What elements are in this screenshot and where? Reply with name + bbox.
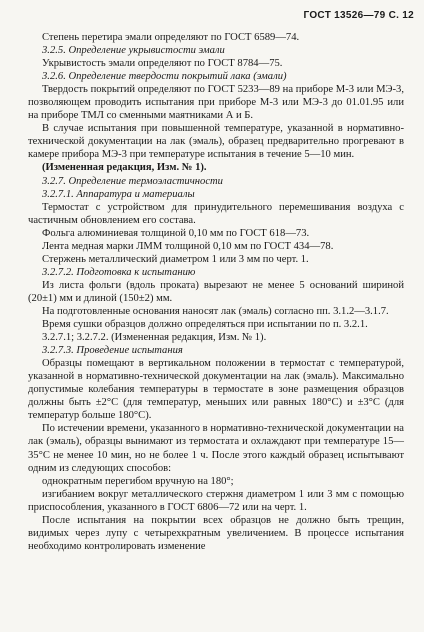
paragraph: Образцы помещают в вертикальном положении в термостат с температурой, указанной в нормативно-технической документации на лак (эмаль). Максимально допустимые колебания температуры в термостате в зоне размещения образцов должны быть ±2°С (для температур, меньших или равных 180°С) и ±3°С (для температур больше 180°С).: [28, 358, 404, 422]
paragraph: Из листа фольги (вдоль проката) вырезают не менее 5 оснований шириной (20±1) мм и длиной (150±2) мм.: [28, 279, 404, 304]
paragraph: Укрывистость эмали определяют по ГОСТ 8784—75.: [42, 58, 283, 70]
document-body: [28, 31, 404, 553]
paragraph: Время сушки образцов должно определяться при испытании по п. 3.2.1.: [42, 319, 368, 331]
section-heading: 3.2.7. Определение термоэластичности: [42, 175, 223, 187]
section-heading: 3.2.6. Определение твердости покрытий лака (эмали): [42, 71, 287, 83]
list-item: изгибанием вокруг металлического стержня диаметром 1 или 3 мм с помощью приспособления, указанного в ГОСТ 6806—72 или на черт. 1.: [28, 488, 404, 513]
paragraph: После испытания на покрытии всех образцов не должно быть трещин, видимых через лупу с четырехкратным увеличением. В процессе испытания необходимо контролировать изменение: [28, 514, 404, 552]
section-heading: 3.2.7.3. Проведение испытания: [42, 345, 183, 357]
section-heading: 3.2.5. Определение укрывистости эмали: [42, 45, 225, 57]
paragraph: Твердость покрытий определяют по ГОСТ 5233—89 на приборе М-3 или МЭ-3, позволяющем проводить испытания при приборе М-3 или МЭ-3 до 01.01.95 или на приборе ТМЛ со сменными маятниками А и Б.: [28, 84, 404, 122]
section-heading: 3.2.7.2. Подготовка к испытанию: [42, 266, 196, 278]
paragraph: Лента медная марки ЛММ толщиной 0,10 мм по ГОСТ 434—78.: [42, 240, 334, 252]
section-heading: 3.2.7.1. Аппаратура и материалы: [42, 188, 195, 200]
paragraph: Термостат с устройством для принудительного перемешивания воздуха с частичным обновлением его состава.: [28, 201, 404, 226]
amendment-note: 3.2.7.1; 3.2.7.2. (Измененная редакция, Изм. № 1).: [42, 332, 267, 344]
paragraph: По истечении времени, указанного в нормативно-технической документации на лак (эмаль), образцы вынимают из термостата и охлаждают при температуре 15—35°С не менее 10 мин, но не более 1 ч. После этого каждый образец испытывают одним из следующих способов:: [28, 423, 404, 474]
paragraph: Степень перетира эмали определяют по ГОСТ 6589—74.: [42, 32, 300, 43]
list-item: однократным перегибом вручную на 180°;: [42, 475, 234, 487]
amendment-note: (Измененная редакция, Изм. № 1).: [42, 162, 207, 174]
paragraph: Стержень металлический диаметром 1 или 3 мм по черт. 1.: [42, 253, 309, 265]
paragraph: В случае испытания при повышенной температуре, указанной в нормативно-технической документации на лак (эмаль), образец предварительно прогревают в камере прибора МЭ-3 при температуре испытания в течение 5—10 мин.: [28, 123, 404, 161]
paragraph: На подготовленные основания наносят лак (эмаль) согласно пп. 3.1.2—3.1.7.: [42, 305, 389, 317]
page-header: ГОСТ 13526—79 С. 12: [303, 10, 414, 21]
paragraph: Фольга алюминиевая толщиной 0,10 мм по ГОСТ 618—73.: [42, 227, 310, 239]
